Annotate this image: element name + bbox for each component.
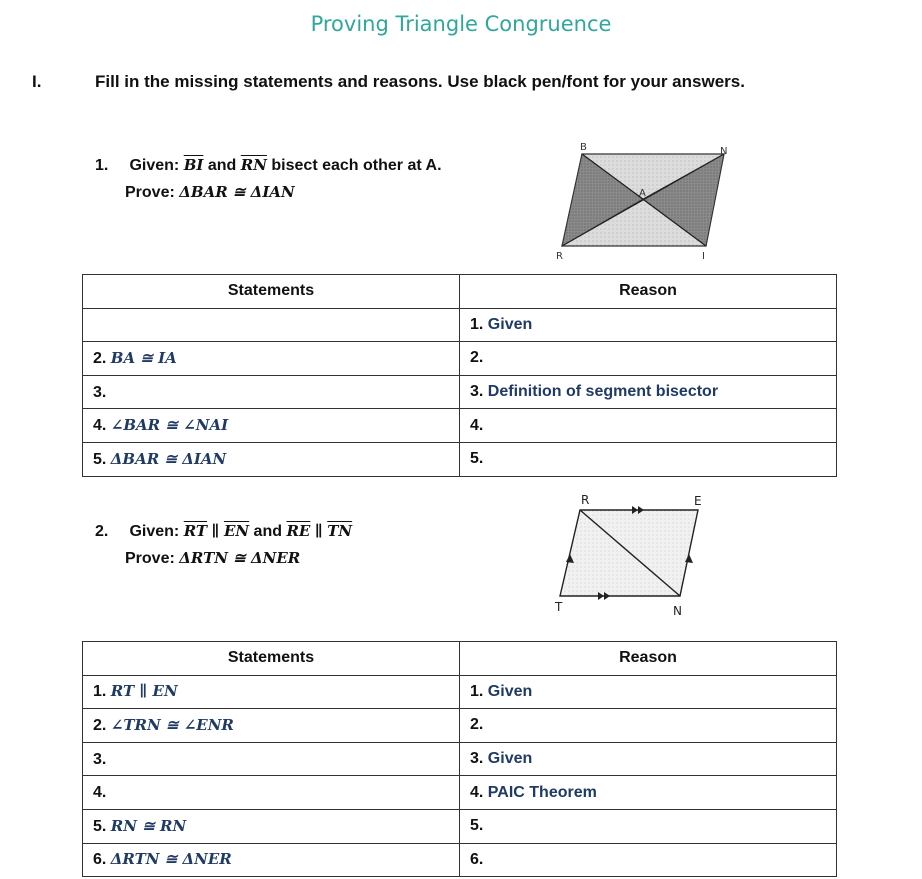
statement-cell[interactable]: [83, 375, 460, 409]
problem-2-given-label: Given:: [129, 523, 180, 540]
reason-number: 1.: [470, 682, 484, 700]
statement-cell[interactable]: [83, 776, 460, 810]
reason-header: Reason: [460, 275, 837, 309]
statement-number: 5.: [93, 450, 107, 468]
vertex-a-label: A: [639, 188, 646, 199]
statement-number: 3.: [93, 383, 107, 401]
reason-cell[interactable]: [460, 375, 837, 409]
reason-number: 3.: [470, 750, 484, 768]
table-header-row: [83, 642, 837, 676]
table-header-row: [83, 275, 837, 309]
problem-1-given-segment-rn: $\overline{RN}$: [240, 156, 267, 174]
reason-cell[interactable]: [460, 709, 837, 743]
vertex-r-label: R: [556, 251, 563, 262]
problem-2-proof-table: [82, 641, 837, 877]
statements-header: Statements: [83, 275, 460, 309]
table-row: [83, 675, 837, 709]
reason-cell[interactable]: [460, 409, 837, 443]
statement-cell[interactable]: [83, 809, 460, 843]
statement-cell[interactable]: [83, 742, 460, 776]
statement-number: 6.: [93, 851, 107, 869]
reason-cell[interactable]: [460, 742, 837, 776]
statement-cell[interactable]: [83, 709, 460, 743]
reason-number: 2.: [470, 349, 484, 367]
section-number: I.: [32, 72, 42, 91]
problem-1-statement: [95, 152, 442, 206]
statement-number: 2.: [93, 349, 107, 367]
reason-cell[interactable]: [460, 308, 837, 342]
statement-number: 4.: [93, 784, 107, 802]
statement-cell[interactable]: [83, 342, 460, 376]
statement-text: RN ≅ RN: [110, 816, 187, 835]
statement-cell[interactable]: [83, 675, 460, 709]
problem-2-given-and: and: [253, 523, 282, 540]
statement-text: ΔBAR ≅ ΔIAN: [110, 449, 227, 468]
reason-header: Reason: [460, 642, 837, 676]
vertex-e-label: E: [694, 494, 702, 508]
reason-text: Given: [487, 750, 533, 768]
reason-cell[interactable]: [460, 675, 837, 709]
vertex-b-label: B: [580, 142, 587, 153]
vertex-n-label: N: [673, 604, 682, 618]
statement-number: 5.: [93, 817, 107, 835]
reason-number: 1.: [470, 315, 484, 333]
reason-number: 2.: [470, 716, 484, 734]
instructions-text: Fill in the missing statements and reasons. Use black pen/font for your answers.: [95, 72, 745, 91]
problem-1-prove-label: Prove:: [125, 184, 175, 201]
table-row: [83, 709, 837, 743]
statement-number: 3.: [93, 750, 107, 768]
vertex-r-label: R: [581, 493, 590, 507]
statement-number: 4.: [93, 417, 107, 435]
problem-1-proof-table: [82, 274, 837, 477]
statement-text: RT ∥ EN: [110, 682, 178, 701]
reason-cell[interactable]: [460, 776, 837, 810]
statement-text: ∠BAR ≅ ∠NAI: [110, 416, 229, 435]
reason-number: 6.: [470, 850, 484, 868]
statement-cell[interactable]: [83, 409, 460, 443]
reason-number: 4.: [470, 416, 484, 434]
parallel-symbol: ∥: [211, 522, 220, 540]
statements-header: Statements: [83, 642, 460, 676]
statement-number: 2.: [93, 716, 107, 734]
table-row: [83, 409, 837, 443]
problem-1-given-label: Given:: [129, 157, 180, 174]
problem-2-given-segment-re: $\overline{RE}$: [286, 522, 311, 540]
statement-cell[interactable]: [83, 308, 460, 342]
reason-text: PAIC Theorem: [487, 783, 597, 801]
problem-1-given-tail: bisect each other at A.: [271, 157, 442, 174]
reason-text: Definition of segment bisector: [487, 383, 719, 401]
table-row: [83, 342, 837, 376]
table-row: [83, 776, 837, 810]
table-row: [83, 442, 837, 476]
problem-1-given-segment-bi: $\overline{BI}$: [183, 156, 204, 174]
page-title: Proving Triangle Congruence: [310, 12, 612, 36]
reason-cell[interactable]: [460, 809, 837, 843]
table-row: [83, 375, 837, 409]
problem-1-prove-statement: ΔBAR ≅ ΔIAN: [179, 183, 295, 201]
reason-cell[interactable]: [460, 843, 837, 877]
table-row: [83, 843, 837, 877]
statement-text: ΔRTN ≅ ΔNER: [110, 850, 232, 869]
reason-text: Given: [487, 315, 533, 333]
problem-1-number: 1.: [95, 157, 109, 174]
reason-cell[interactable]: [460, 342, 837, 376]
statement-text: ∠TRN ≅ ∠ENR: [110, 715, 234, 734]
vertex-i-label: I: [702, 251, 705, 262]
table-row: [83, 742, 837, 776]
table-row: [83, 308, 837, 342]
parallel-symbol: ∥: [314, 522, 323, 540]
problem-1-given-and: and: [207, 157, 237, 174]
statement-text: BA ≅ IA: [110, 348, 177, 367]
problem-2-prove-statement: ΔRTN ≅ ΔNER: [179, 549, 301, 567]
problem-2-given-segment-tn: $\overline{TN}$: [327, 522, 353, 540]
statement-cell[interactable]: [83, 442, 460, 476]
problem-2-statement: [95, 518, 352, 572]
problem-2-figure: [548, 490, 728, 620]
reason-number: 5.: [470, 450, 484, 468]
reason-number: 4.: [470, 783, 484, 801]
reason-number: 5.: [470, 817, 484, 835]
problem-2-given-segment-en: $\overline{EN}$: [223, 522, 250, 540]
reason-text: Given: [487, 682, 533, 700]
problem-2-number: 2.: [95, 523, 109, 540]
statement-number: 1.: [93, 683, 107, 701]
vertex-t-label: T: [555, 600, 563, 614]
vertex-n-label: N: [720, 146, 728, 157]
reason-number: 3.: [470, 383, 484, 401]
problem-2-prove-label: Prove:: [125, 550, 175, 567]
problem-2-given-segment-rt: $\overline{RT}$: [183, 522, 208, 540]
problem-1-figure: [548, 136, 748, 264]
statement-cell[interactable]: [83, 843, 460, 877]
reason-cell[interactable]: [460, 442, 837, 476]
table-row: [83, 809, 837, 843]
